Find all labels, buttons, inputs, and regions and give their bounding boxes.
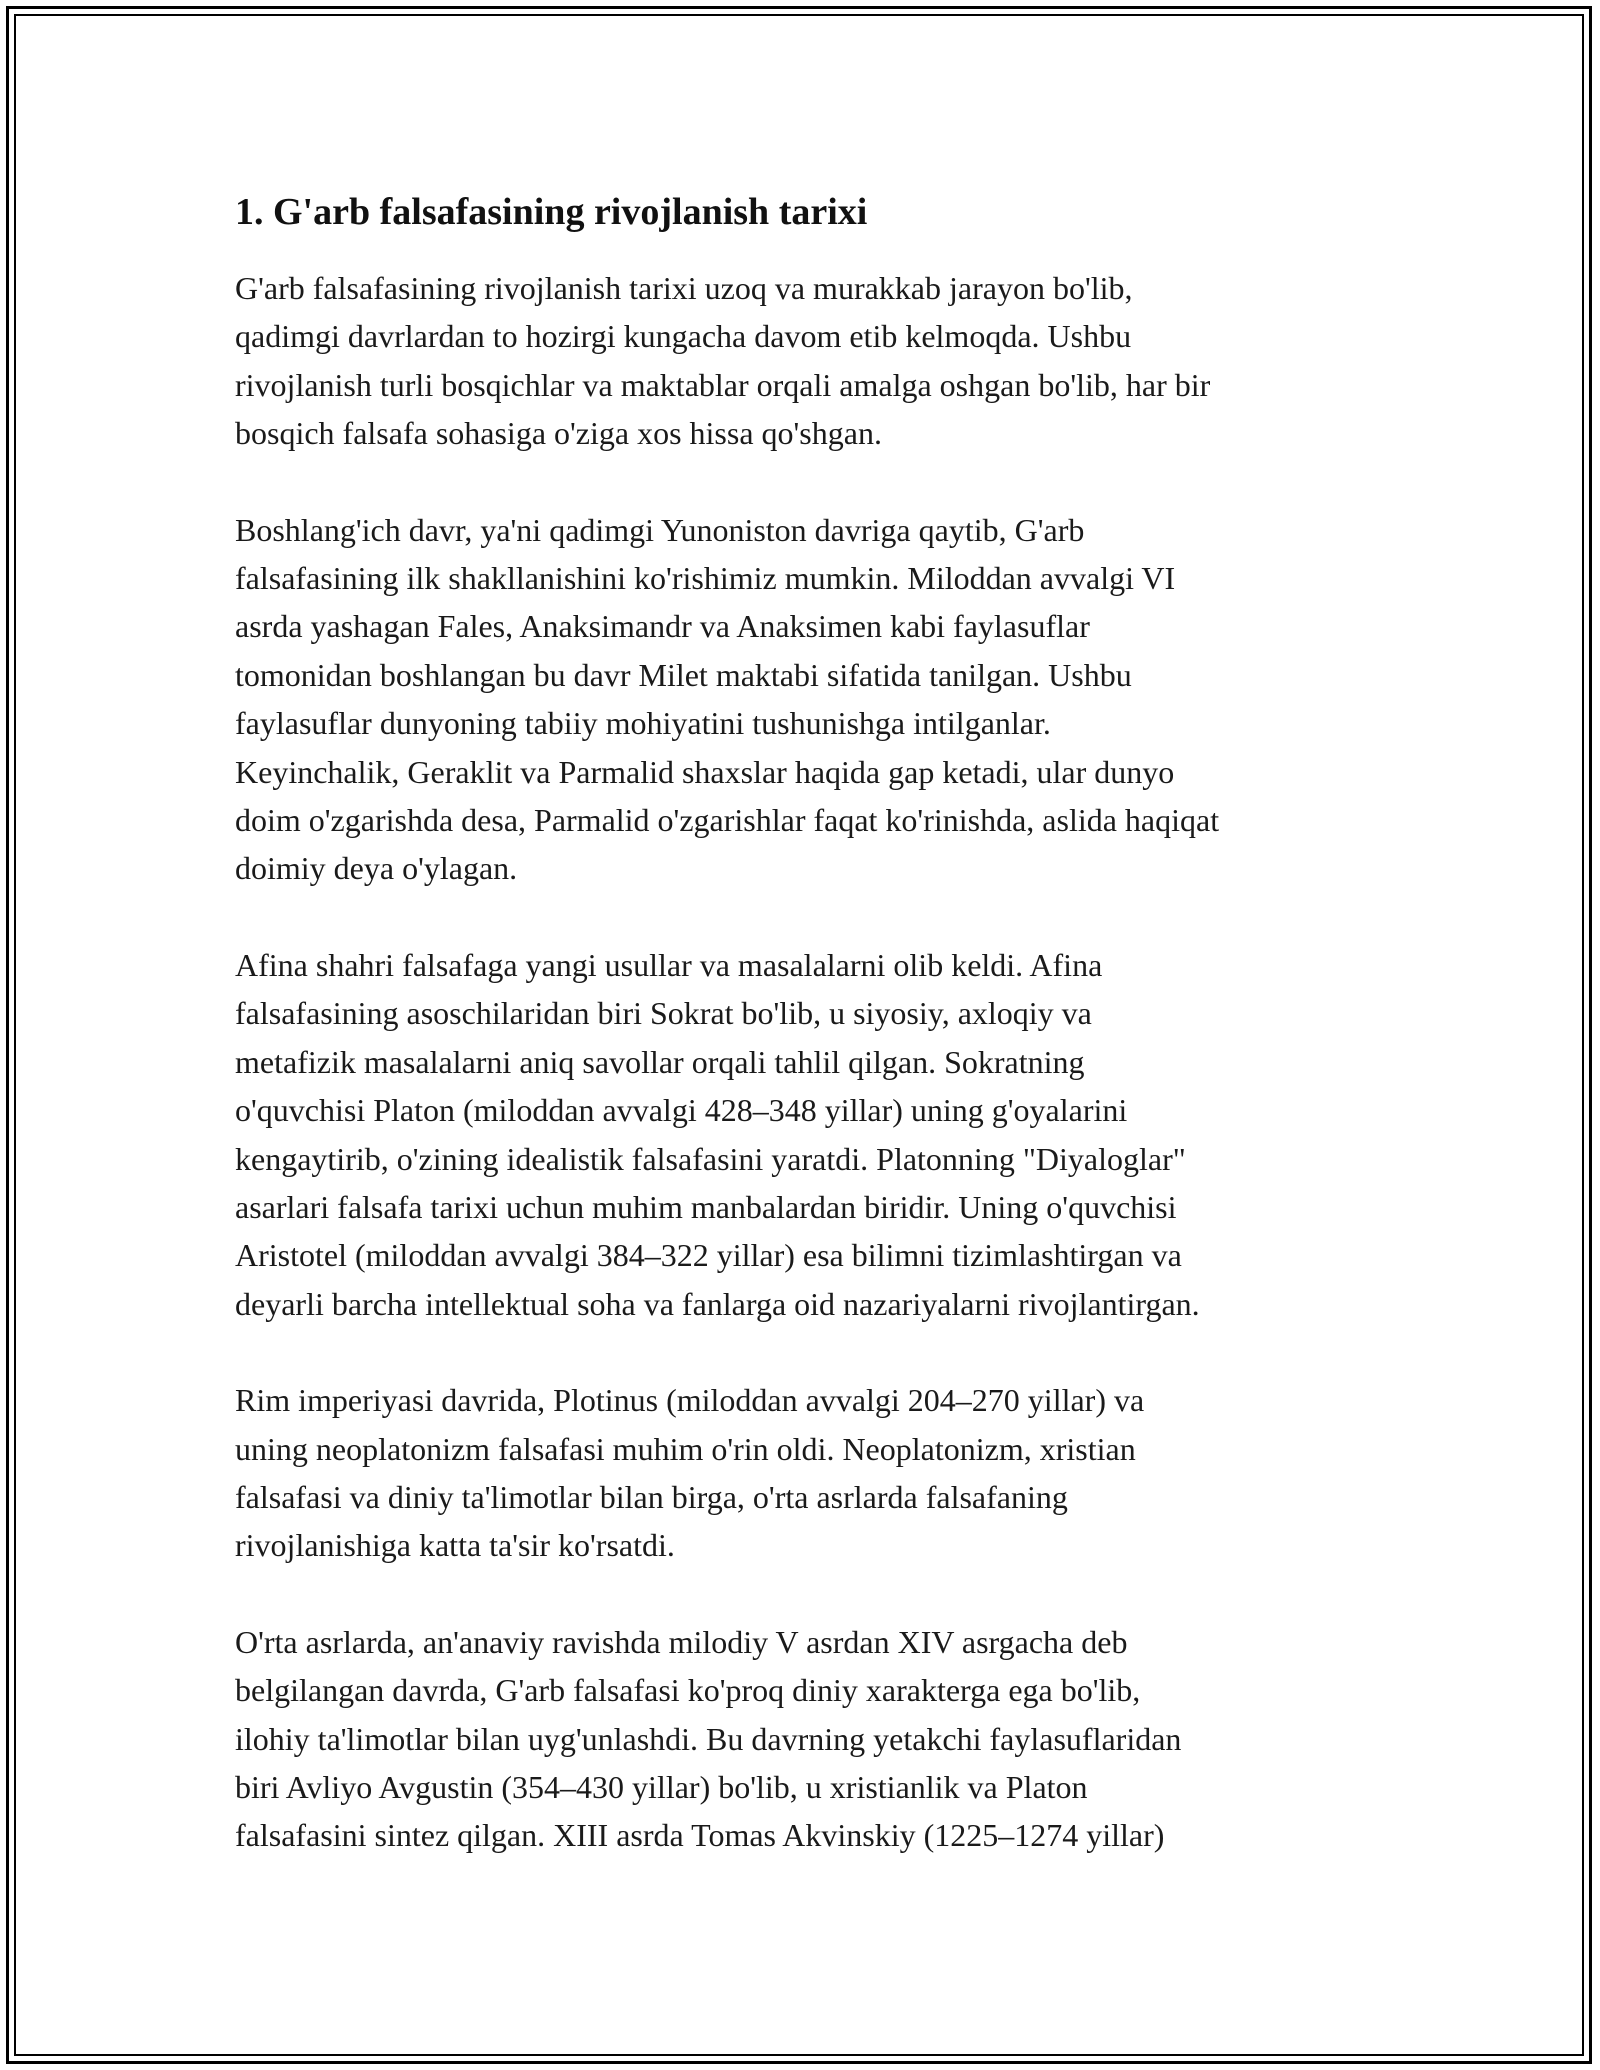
text-line: tomonidan boshlangan bu davr Milet maktabi sifatida tanilgan. Ushbu [235, 656, 1132, 693]
paragraph [235, 1618, 1375, 1860]
paragraph [235, 264, 1375, 458]
text-line: falsafasi va diniy ta'limotlar bilan birga, o'rta asrlarda falsafaning [235, 1478, 1068, 1515]
text-line: O'rta asrlarda, an'anaviy ravishda milodiy V asrdan XIV asrgacha deb [235, 1623, 1128, 1660]
text-line: falsafasining asoschilaridan biri Sokrat bo'lib, u siyosiy, axloqiy va [235, 995, 1092, 1032]
text-line: uning neoplatonizm falsafasi muhim o'rin oldi. Neoplatonizm, xristian [235, 1430, 1136, 1467]
text-line: G'arb falsafasining rivojlanish tarixi uzoq va murakkab jarayon bo'lib, [235, 270, 1133, 306]
text-line: asrda yashagan Fales, Anaksimandr va Anaksimen kabi faylasuflar [235, 608, 1090, 645]
text-line: Boshlang'ich davr, ya'ni qadimgi Yunoniston davriga qaytib, G'arb [235, 511, 1085, 548]
text-line: doim o'zgarishda desa, Parmalid o'zgarishlar faqat ko'rinishda, aslida haqiqat [235, 802, 1220, 839]
text-line: biri Avliyo Avgustin (354–430 yillar) bo'lib, u xristianlik va Platon [235, 1768, 1088, 1805]
text-line: Rim imperiyasi davrida, Plotinus (miloddan avvalgi 204–270 yillar) va [235, 1382, 1145, 1419]
text-line: falsafasining ilk shakllanishini ko'rishimiz mumkin. Miloddan avvalgi VI [235, 560, 1176, 597]
paragraph [235, 1376, 1375, 1570]
text-line: qadimgi davrlardan to hozirgi kungacha davom etib kelmoqda. Ushbu [235, 318, 1132, 355]
text-line: kengaytirib, o'zining idealistik falsafasini yaratdi. Platonning "Diyaloglar" [235, 1140, 1186, 1177]
text-line: deyarli barcha intellektual soha va fanlarga oid nazariyalarni rivojlantirgan. [235, 1285, 1200, 1322]
text-line: metafizik masalalarni aniq savollar orqali tahlil qilgan. Sokratning [235, 1043, 1085, 1080]
text-line: Keyinchalik, Geraklit va Parmalid shaxslar haqida gap ketadi, ular dunyo [235, 753, 1175, 790]
document-body [235, 186, 1375, 1908]
text-line: doimiy deya o'ylagan. [235, 850, 518, 887]
text-line: belgilangan davrda, G'arb falsafasi ko'proq diniy xarakterga ega bo'lib, [235, 1672, 1141, 1709]
text-line: falsafasini sintez qilgan. XIII asrda Tomas Akvinskiy (1225–1274 yillar) [235, 1817, 1165, 1854]
paragraph [235, 506, 1375, 893]
text-line: faylasuflar dunyoning tabiiy mohiyatini tushunishga intilganlar. [235, 705, 1051, 742]
text-line: rivojlanish turli bosqichlar va maktablar orqali amalga oshgan bo'lib, har bir [235, 366, 1211, 403]
text-line: rivojlanishiga katta ta'sir ko'rsatdi. [235, 1527, 675, 1564]
text-line: Afina shahri falsafaga yangi usullar va masalalarni olib keldi. Afina [235, 946, 1103, 983]
text-line: asarlari falsafa tarixi uchun muhim manbalardan biridir. Uning o'quvchisi [235, 1188, 1177, 1225]
text-line: bosqich falsafa sohasiga o'ziga xos hissa qo'shgan. [235, 415, 882, 452]
text-line: Aristotel (miloddan avvalgi 384–322 yillar) esa bilimni tizimlashtirgan va [235, 1237, 1182, 1274]
text-line: o'quvchisi Platon (miloddan avvalgi 428–348 yillar) uning g'oyalarini [235, 1092, 1128, 1129]
paragraph [235, 941, 1375, 1328]
section-heading: 1. G'arb falsafasining rivojlanish tarixi [235, 191, 868, 233]
text-line: ilohiy ta'limotlar bilan uyg'unlashdi. Bu davrning yetakchi faylasuflaridan [235, 1720, 1182, 1757]
paragraph-list [235, 264, 1375, 1860]
